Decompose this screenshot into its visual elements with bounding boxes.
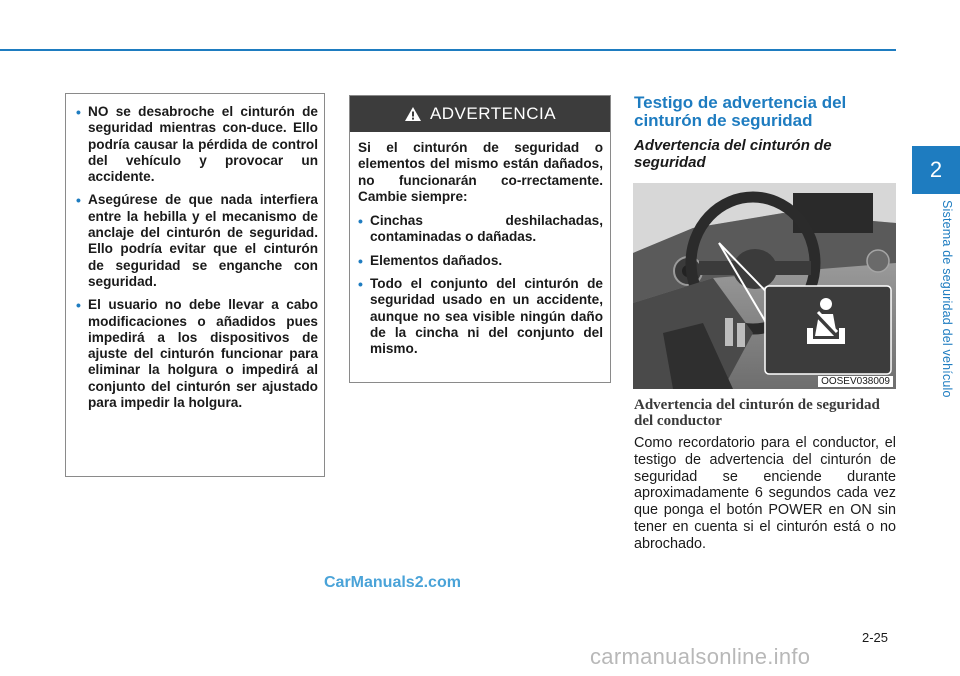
caption-title: Advertencia del cinturón de seguridad del conductor <box>634 397 880 429</box>
bullet-icon: • <box>76 297 81 314</box>
bullet-icon: • <box>76 104 81 120</box>
warning-body <box>350 132 610 358</box>
chapter-title: Sistema de seguridad del vehículo <box>940 200 954 398</box>
caution-item: • NO se desabroche el cinturón de seguridad mientras con-duce. Ello podría causar la pérdida de control del vehículo y provocar un accidente. <box>76 104 318 185</box>
warning-title: ADVERTENCIA <box>429 104 557 123</box>
bullet-icon: • <box>76 192 81 209</box>
dashboard-illustration <box>633 183 896 389</box>
subsection-title: Advertencia del cinturón de seguridad <box>634 137 832 171</box>
bullet-icon: • <box>358 276 363 293</box>
watermark-large[interactable]: carmanualsonline.info <box>590 644 811 669</box>
dashboard-photo <box>633 183 896 389</box>
bullet-icon: • <box>358 213 363 230</box>
caution-item: • Asegúrese de que nada interfiera entre la hebilla y el mecanismo de anclaje del cinturón de seguridad. Ello podría evitar que el cinturón de seguridad se enganche con seguridad. <box>76 192 318 289</box>
header-rule <box>0 49 896 51</box>
body-paragraph: Como recordatorio para el conductor, el testigo de advertencia del cinturón de seguridad se enciende durante aproximadamente 6 segundos cada vez que ponga el botón POWER en ON sin tener en cuenta si el cinturón está o no abrochado. <box>634 435 896 552</box>
warning-intro: Si el cinturón de seguridad o elementos del mismo están dañados, no funcionarán co-rrectamente. Cambie siempre: <box>358 140 603 204</box>
warning-triangle-icon <box>404 106 422 122</box>
section-title: Testigo de advertencia del cinturón de seguridad <box>634 93 847 130</box>
warning-item: • Elementos dañados. <box>358 252 503 269</box>
watermark-small[interactable]: CarManuals2.com <box>324 574 461 591</box>
caution-item: • El usuario no debe llevar a cabo modificaciones o añadidos pues impedirá a los dispositivos de ajuste del cinturón funcionar para eliminar la holgura o impedirá al conjunto del cinturón ser ajustado para impedir la holgura. <box>76 297 318 411</box>
caution-box <box>65 93 325 477</box>
chapter-number: 2 <box>929 157 943 182</box>
warning-box <box>349 95 611 383</box>
warning-header <box>350 96 610 132</box>
page-number: 2-25 <box>862 630 889 645</box>
image-code: OOSEV038009 <box>818 376 893 387</box>
warning-item: • Cinchas deshilachadas, contaminadas o dañadas. <box>358 213 603 245</box>
bullet-icon: • <box>358 252 363 269</box>
chapter-tab[interactable] <box>912 146 960 194</box>
caution-list <box>76 104 318 411</box>
warning-item: • Todo el conjunto del cinturón de seguridad usado en un accidente, aunque no sea visible ningún daño de la cincha ni del conjunto del mismo. <box>358 276 603 357</box>
warning-list <box>358 213 603 357</box>
